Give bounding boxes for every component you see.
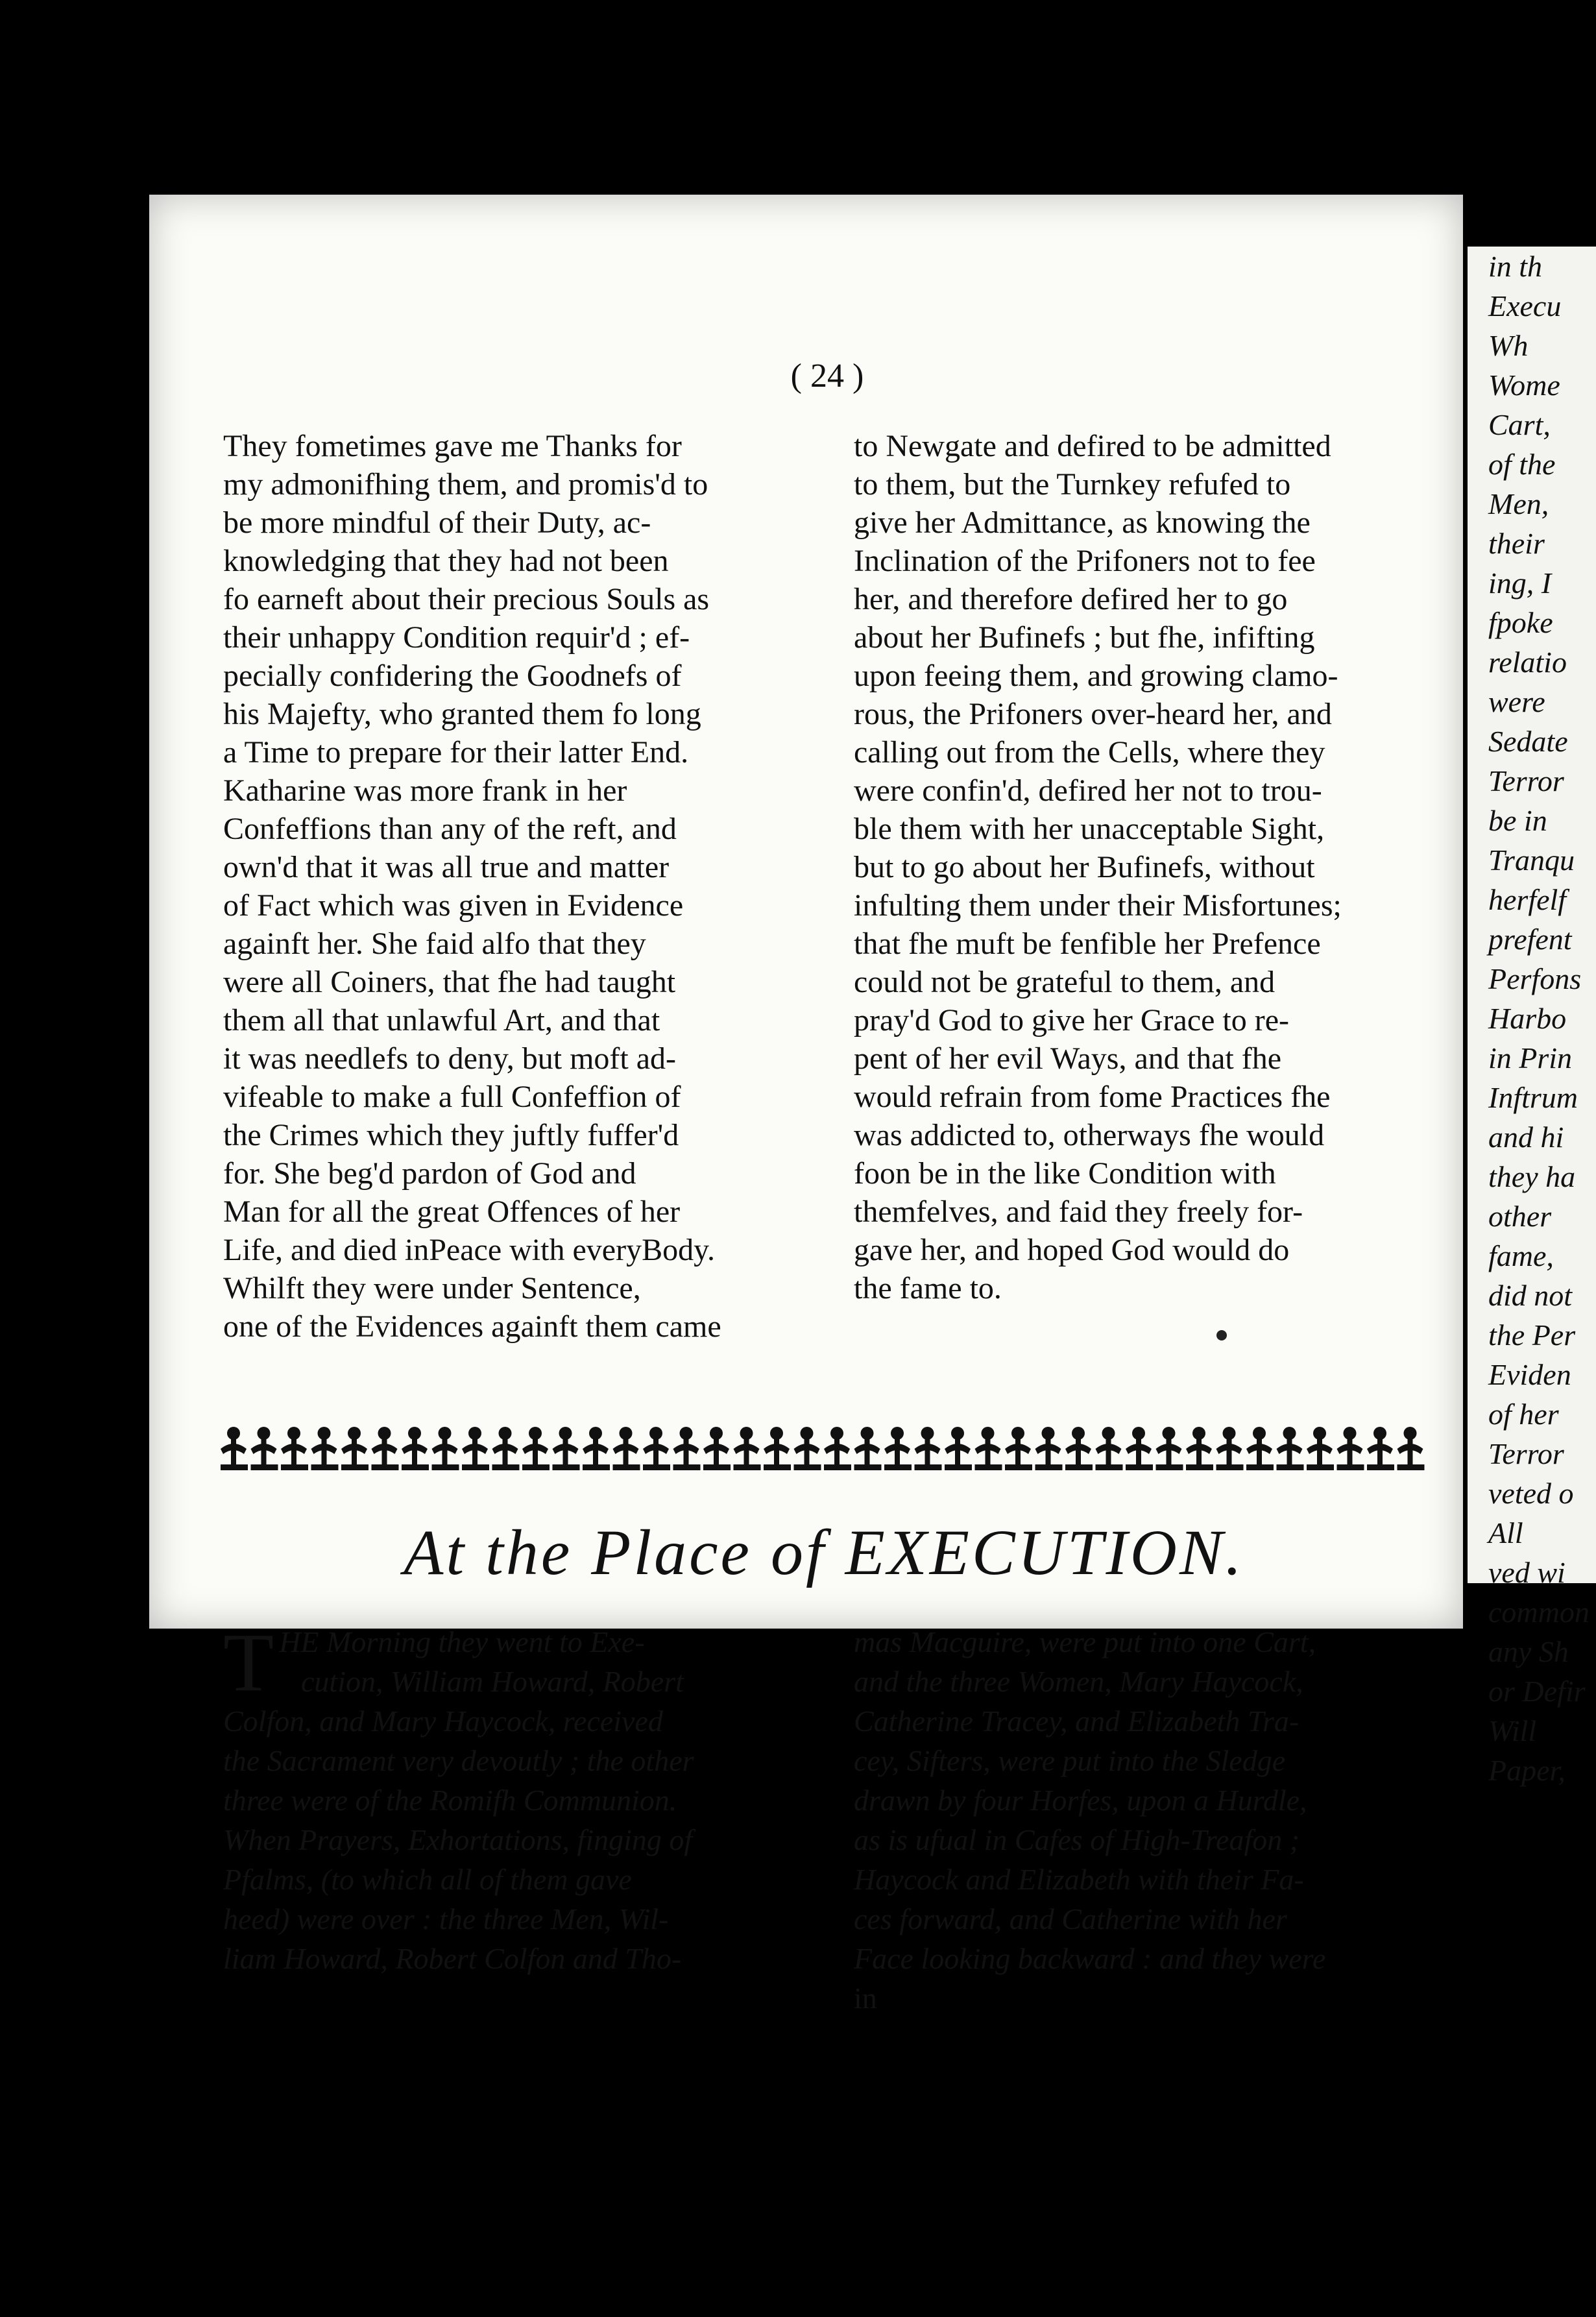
facing-page-line: Eviden [1488,1358,1571,1391]
text-column-left-2 [223,1616,820,1978]
text-lines-left-2 [223,1616,820,1978]
fleuron-icon [613,1427,640,1470]
text-line: pecially confidering the Goodnefs of [223,659,682,693]
facing-page-line: Will [1488,1714,1537,1747]
text-line: Face looking backward : and they were [854,1942,1326,1975]
fleuron-icon [1246,1427,1274,1470]
text-line: for. She beg'd pardon of God and [223,1156,636,1191]
facing-page-line: they ha [1488,1160,1576,1193]
section-heading: At the Place of EXECUTION. [404,1516,1244,1588]
text-line: that fhe muft be fenfible her Prefence [854,927,1321,961]
facing-page-line: or Defir [1488,1675,1586,1708]
facing-page-line: Cart, [1488,408,1551,441]
text-line: ble them with her unacceptable Sight, [854,812,1325,846]
fleuron-icon [703,1427,731,1470]
fleuron-icon [583,1427,610,1470]
text-line: the fame to. [854,1271,1002,1305]
text-line: foon be in the like Condition with [854,1156,1276,1191]
fleuron-icon [1367,1427,1394,1470]
text-line: three were of the Romifh Communion. [223,1784,677,1817]
text-line: pray'd God to give her Grace to re- [854,1003,1290,1037]
facing-page-line: All [1488,1516,1523,1549]
facing-page-line: prefent [1488,923,1572,956]
facing-page-line: Perfons [1488,962,1582,995]
text-line: could not be grateful to them, and [854,965,1276,999]
facing-page-line: ved wi [1488,1556,1566,1589]
fleuron-icon [372,1427,399,1470]
text-line: it was needlefs to deny, but moft ad- [223,1041,677,1076]
facing-page-line: fame, [1488,1239,1554,1272]
fleuron-icon [764,1427,791,1470]
text-line: calling out from the Cells, where they [854,735,1325,770]
text-line: Confeffions than any of the reft, and [223,812,677,846]
fleuron-icon [281,1427,308,1470]
text-line: them all that unlawful Art, and that [223,1003,660,1037]
text-line: her, and therefore defired her to go [854,582,1288,616]
text-line: Man for all the great Offences of her [223,1195,681,1229]
fleuron-icon [643,1427,670,1470]
fleuron-icon [1277,1427,1304,1470]
text-line: the Sacrament very devoutly ; the other [223,1744,694,1777]
facing-page-line: did not [1488,1279,1573,1312]
text-line: his Majefty, who granted them fo long [223,697,701,731]
text-line: mas Macguire, were put into one Cart, [854,1625,1316,1658]
text-line: was addicted to, otherways fhe would [854,1118,1325,1152]
facing-page-line: Inftrum [1488,1081,1578,1114]
text-column-right-2 [854,1622,1451,2018]
fleuron-icon [251,1427,278,1470]
text-line: but to go about her Bufinefs, without [854,850,1315,884]
facing-page-line: ing, I [1488,566,1552,600]
fleuron-icon [1065,1427,1093,1470]
fleuron-icon [432,1427,459,1470]
text-line: pent of her evil Ways, and that fhe [854,1041,1282,1076]
facing-page-line: veted o [1488,1477,1574,1510]
fleuron-icon [1156,1427,1183,1470]
text-line: a Time to prepare for their latter End. [223,735,689,770]
facing-page-line: relatio [1488,646,1567,679]
fleuron-icon [492,1427,520,1470]
text-line: own'd that it was all true and matter [223,850,670,884]
text-line: of Fact which was given in Evidence [223,888,684,923]
facing-page-line: and hi [1488,1121,1564,1154]
text-line: Catherine Tracey, and Elizabeth Tra- [854,1704,1300,1738]
fleuron-icon [1397,1427,1425,1470]
facing-page-line: Terror [1488,764,1564,797]
facing-page-line: Execu [1488,289,1562,322]
text-line: heed) were over : the three Men, Wil- [223,1902,669,1935]
facing-page-line: Harbo [1488,1002,1567,1035]
text-line: give her Admittance, as knowing the [854,505,1311,540]
text-line: When Prayers, Exhortations, finging of [223,1823,693,1856]
text-column-left [223,427,820,1346]
text-line: cution, William Howard, Robert [301,1665,684,1698]
text-line: Haycock and Elizabeth with their Fa- [854,1863,1304,1896]
fleuron-icon [221,1427,248,1470]
text-line: to them, but the Turnkey refufed to [854,467,1291,502]
fleuron-icon [1307,1427,1334,1470]
facing-page-line: Paper, [1488,1754,1566,1787]
fleuron-icon [854,1427,882,1470]
facing-page-line: their [1488,527,1545,560]
facing-page-line: other [1488,1200,1552,1233]
facing-page-line: Wh [1488,329,1529,362]
text-line: themfelves, and faid they freely for- [854,1195,1303,1229]
text-line: Whilft they were under Sentence, [223,1271,641,1305]
text-line: in [854,1982,877,2015]
text-line: againft her. She faid alfo that they [223,927,646,961]
text-line: upon feeing them, and growing clamo- [854,659,1338,693]
facing-page-line: in Prin [1488,1041,1573,1074]
text-column-right [854,427,1451,1307]
facing-page-line: in th [1488,250,1543,283]
text-line: infulting them under their Misfortunes; [854,888,1342,923]
text-line: were all Coiners, that fhe had taught [223,965,676,999]
text-line: Life, and died inPeace with everyBody. [223,1233,715,1267]
text-line: HE Morning they went to Exe- [279,1625,645,1658]
fleuron-icon [1186,1427,1213,1470]
facing-page-line: Sedate [1488,725,1568,758]
facing-page-fragment [1468,247,1596,1787]
facing-page-line: Wome [1488,369,1560,402]
fleuron-icon [794,1427,821,1470]
text-line: their unhappy Condition requir'd ; ef- [223,620,690,655]
fleuron-icon [1126,1427,1153,1470]
facing-page-line: were [1488,685,1545,718]
text-line: about her Bufinefs ; but fhe, infifting [854,620,1315,655]
text-line: would refrain from fome Practices fhe [854,1080,1331,1114]
fleuron-icon [462,1427,489,1470]
facing-page-line: Men, [1488,487,1549,520]
fleuron-icon [311,1427,339,1470]
text-line: cey, Sifters, were put into the Sledge [854,1744,1286,1777]
facing-page-line: herfelf [1488,883,1567,916]
text-line: Pfalms, (to which all of them gave [223,1863,632,1896]
fleuron-icon [553,1427,580,1470]
text-line: Katharine was more frank in her [223,773,627,808]
fleuron-icon [1216,1427,1244,1470]
fleuron-icon [945,1427,972,1470]
text-line: be more mindful of their Duty, ac- [223,505,651,540]
fleuron-icon [1096,1427,1123,1470]
facing-page-line: Tranqu [1488,843,1575,877]
fleuron-icon [1035,1427,1063,1470]
fleuron-icon [1005,1427,1032,1470]
text-line: the Crimes which they juftly fuffer'd [223,1118,679,1152]
text-line: one of the Evidences againft them came [223,1309,721,1344]
text-line: liam Howard, Robert Colfon and Tho- [223,1942,682,1975]
fleuron-icon [522,1427,550,1470]
text-line: ces forward, and Catherine with her [854,1902,1287,1935]
fleuron-icon [824,1427,851,1470]
page-number: ( 24 ) [790,358,864,394]
drop-cap: T [223,1616,274,1708]
facing-page-line: Terror [1488,1437,1564,1470]
fleuron-icon [734,1427,761,1470]
facing-page-lines [1468,247,1596,1790]
text-line: vifeable to make a full Confeffion of [223,1080,681,1114]
fleuron-icon [1337,1427,1364,1470]
text-line: as is ufual in Cafes of High-Treafon ; [854,1823,1300,1856]
ink-dot [1216,1330,1227,1340]
facing-page-line: common [1488,1595,1590,1629]
fleuron-icon [975,1427,1002,1470]
text-line: were confin'd, defired her not to trou- [854,773,1322,808]
facing-page-line: any Sh [1488,1635,1569,1668]
facing-page-line: of her [1488,1398,1559,1431]
text-line: fo earneft about their precious Souls as [223,582,710,616]
text-line: to Newgate and defired to be admitted [854,429,1331,463]
text-line: gave her, and hoped God would do [854,1233,1290,1267]
ornament-divider [214,1424,1434,1476]
fleuron-icon [341,1427,369,1470]
fleuron-icon [673,1427,701,1470]
text-line: my admonifhing them, and promis'd to [223,467,708,502]
fleuron-icon [915,1427,942,1470]
fleuron-icon [402,1427,429,1470]
fleuron-icon [884,1427,912,1470]
facing-page-line: fpoke [1488,606,1553,639]
facing-page-line: the Per [1488,1318,1576,1352]
facing-page-line: of the [1488,448,1556,481]
facing-page-line: be in [1488,804,1547,837]
text-line: Colfon, and Mary Haycock, received [223,1704,663,1738]
text-line: They fometimes gave me Thanks for [223,429,682,463]
text-line: Inclination of the Prifoners not to fee [854,544,1316,578]
text-line: rous, the Prifoners over-heard her, and [854,697,1332,731]
text-line: and the three Women, Mary Haycock, [854,1665,1303,1698]
text-line: knowledging that they had not been [223,544,669,578]
text-line: drawn by four Horfes, upon a Hurdle, [854,1784,1307,1817]
